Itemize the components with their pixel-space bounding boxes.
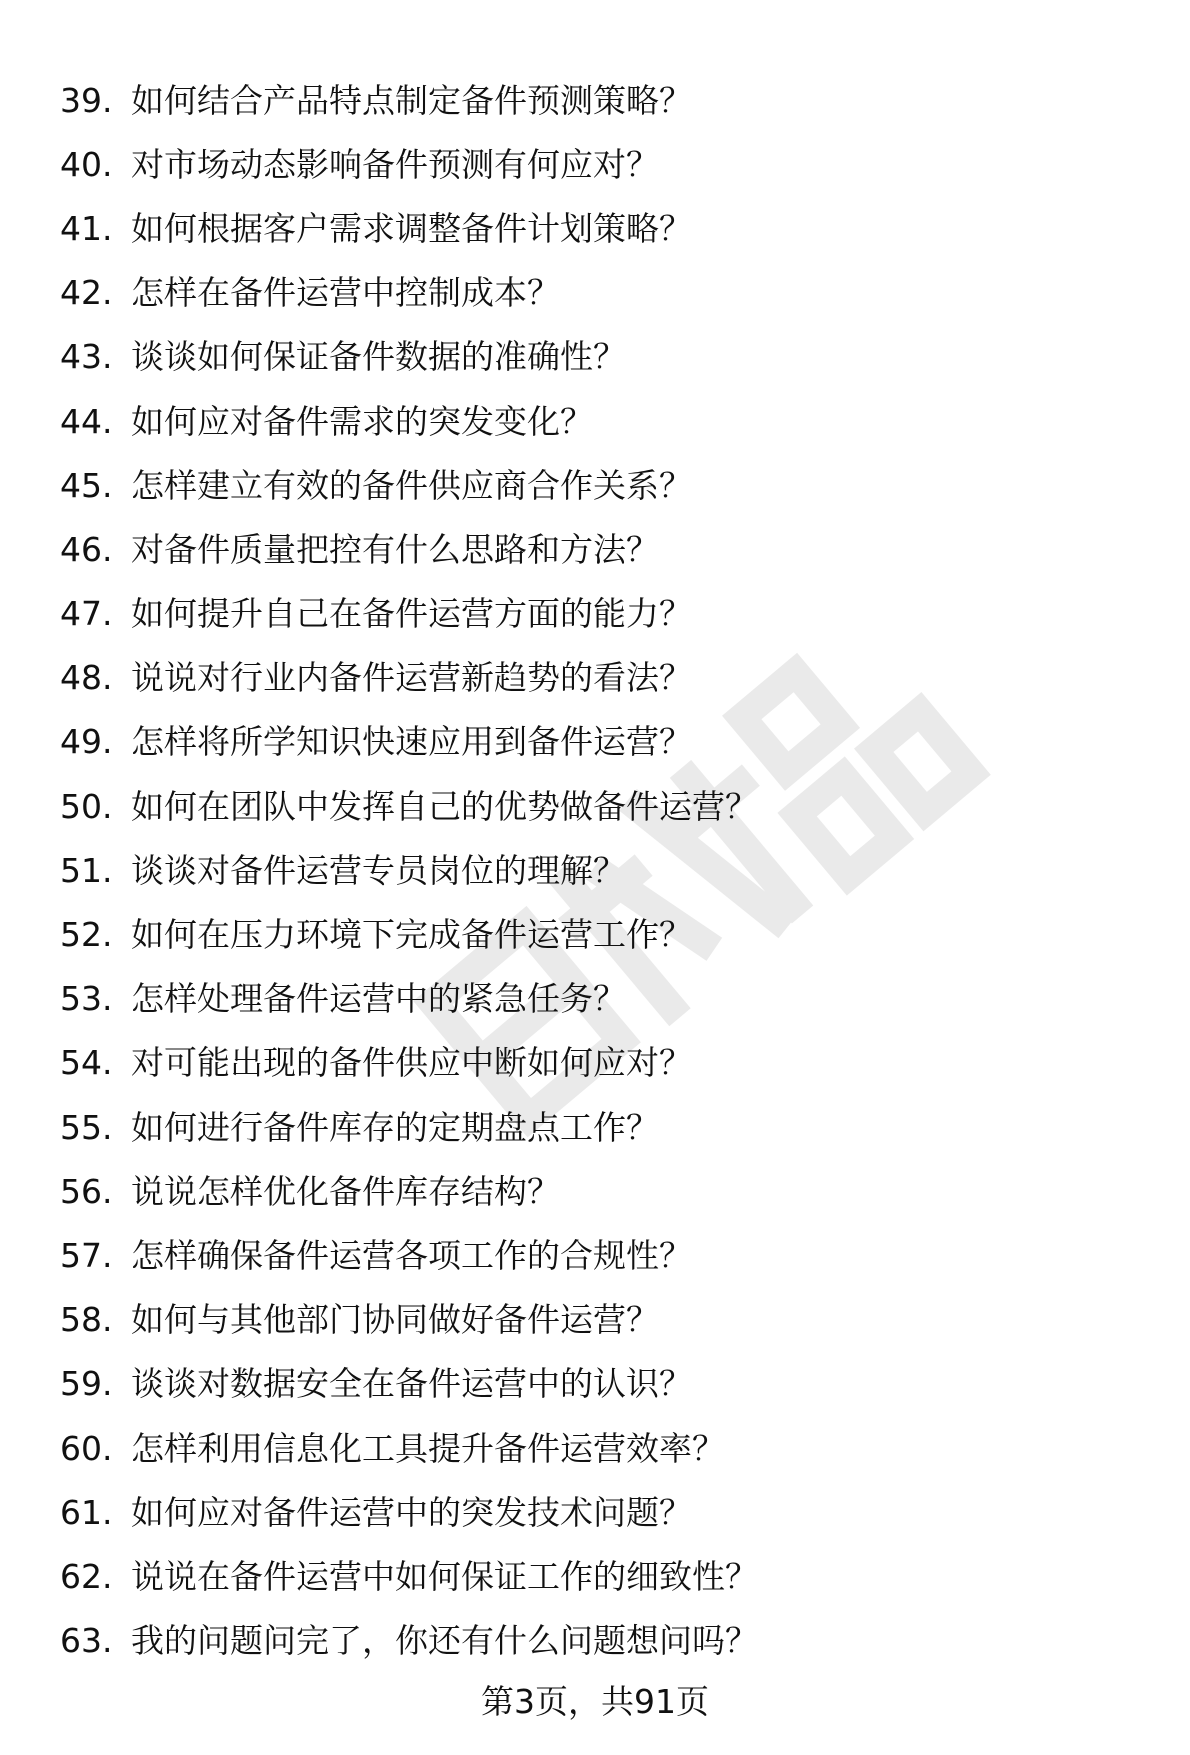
question-list <box>60 68 1140 1673</box>
question-number: 62. <box>60 1556 113 1596</box>
list-item <box>60 1609 1140 1673</box>
question-number: 49. <box>60 722 113 762</box>
list-item <box>60 1031 1140 1095</box>
question-text: 如何提升自己在备件运营方面的能力？ <box>131 594 692 634</box>
list-item <box>60 902 1140 966</box>
question-text: 如何与其他部门协同做好备件运营？ <box>131 1300 659 1340</box>
question-number: 59. <box>60 1364 113 1404</box>
question-text: 如何应对备件运营中的突发技术问题？ <box>131 1492 692 1532</box>
list-item <box>60 710 1140 774</box>
question-text: 怎样将所学知识快速应用到备件运营？ <box>131 722 692 762</box>
list-item <box>60 1416 1140 1480</box>
question-text: 谈谈如何保证备件数据的准确性？ <box>131 337 626 377</box>
question-text: 对可能出现的备件供应中断如何应对？ <box>131 1043 692 1083</box>
question-number: 56. <box>60 1171 113 1211</box>
list-item <box>60 389 1140 453</box>
question-number: 40. <box>60 144 113 184</box>
question-number: 63. <box>60 1621 113 1661</box>
list-item <box>60 325 1140 389</box>
question-number: 50. <box>60 786 113 826</box>
question-number: 45. <box>60 465 113 505</box>
question-number: 44. <box>60 401 113 441</box>
list-item <box>60 646 1140 710</box>
list-item <box>60 967 1140 1031</box>
question-text: 如何在团队中发挥自己的优势做备件运营？ <box>131 786 758 826</box>
list-item <box>60 517 1140 581</box>
list-item <box>60 68 1140 132</box>
list-item <box>60 261 1140 325</box>
page-number: 第3页，共91页 <box>481 1682 709 1721</box>
question-text: 我的问题问完了，你还有什么问题想问吗？ <box>131 1621 758 1661</box>
question-text: 怎样确保备件运营各项工作的合规性？ <box>131 1235 692 1275</box>
question-text: 说说对行业内备件运营新趋势的看法？ <box>131 658 692 698</box>
list-item <box>60 774 1140 838</box>
question-text: 如何应对备件需求的突发变化？ <box>131 401 593 441</box>
question-text: 怎样在备件运营中控制成本？ <box>131 273 560 313</box>
question-number: 54. <box>60 1043 113 1083</box>
list-item <box>60 1159 1140 1223</box>
question-number: 55. <box>60 1107 113 1147</box>
list-item <box>60 582 1140 646</box>
list-item <box>60 453 1140 517</box>
question-text: 说说在备件运营中如何保证工作的细致性？ <box>131 1556 758 1596</box>
question-number: 39. <box>60 80 113 120</box>
question-text: 怎样利用信息化工具提升备件运营效率？ <box>131 1428 725 1468</box>
question-number: 41. <box>60 208 113 248</box>
question-text: 谈谈对数据安全在备件运营中的认识？ <box>131 1364 692 1404</box>
question-text: 对备件质量把控有什么思路和方法？ <box>131 529 659 569</box>
list-item <box>60 1095 1140 1159</box>
question-number: 58. <box>60 1300 113 1340</box>
list-item <box>60 132 1140 196</box>
question-number: 52. <box>60 915 113 955</box>
list-item <box>60 1288 1140 1352</box>
question-number: 57. <box>60 1235 113 1275</box>
list-item <box>60 1480 1140 1544</box>
question-number: 53. <box>60 979 113 1019</box>
list-item <box>60 838 1140 902</box>
list-item <box>60 1352 1140 1416</box>
question-text: 怎样处理备件运营中的紧急任务？ <box>131 979 626 1019</box>
question-text: 如何结合产品特点制定备件预测策略？ <box>131 80 692 120</box>
question-text: 如何进行备件库存的定期盘点工作？ <box>131 1107 659 1147</box>
question-text: 谈谈对备件运营专员岗位的理解？ <box>131 850 626 890</box>
question-number: 61. <box>60 1492 113 1532</box>
question-text: 如何根据客户需求调整备件计划策略？ <box>131 208 692 248</box>
question-number: 51. <box>60 850 113 890</box>
question-number: 48. <box>60 658 113 698</box>
question-text: 说说怎样优化备件库存结构？ <box>131 1171 560 1211</box>
question-number: 42. <box>60 273 113 313</box>
list-item <box>60 196 1140 260</box>
question-number: 43. <box>60 337 113 377</box>
question-number: 47. <box>60 594 113 634</box>
question-text: 对市场动态影响备件预测有何应对？ <box>131 144 659 184</box>
question-text: 怎样建立有效的备件供应商合作关系？ <box>131 465 692 505</box>
question-text: 如何在压力环境下完成备件运营工作？ <box>131 915 692 955</box>
question-number: 46. <box>60 529 113 569</box>
list-item <box>60 1544 1140 1608</box>
question-number: 60. <box>60 1428 113 1468</box>
list-item <box>60 1223 1140 1287</box>
